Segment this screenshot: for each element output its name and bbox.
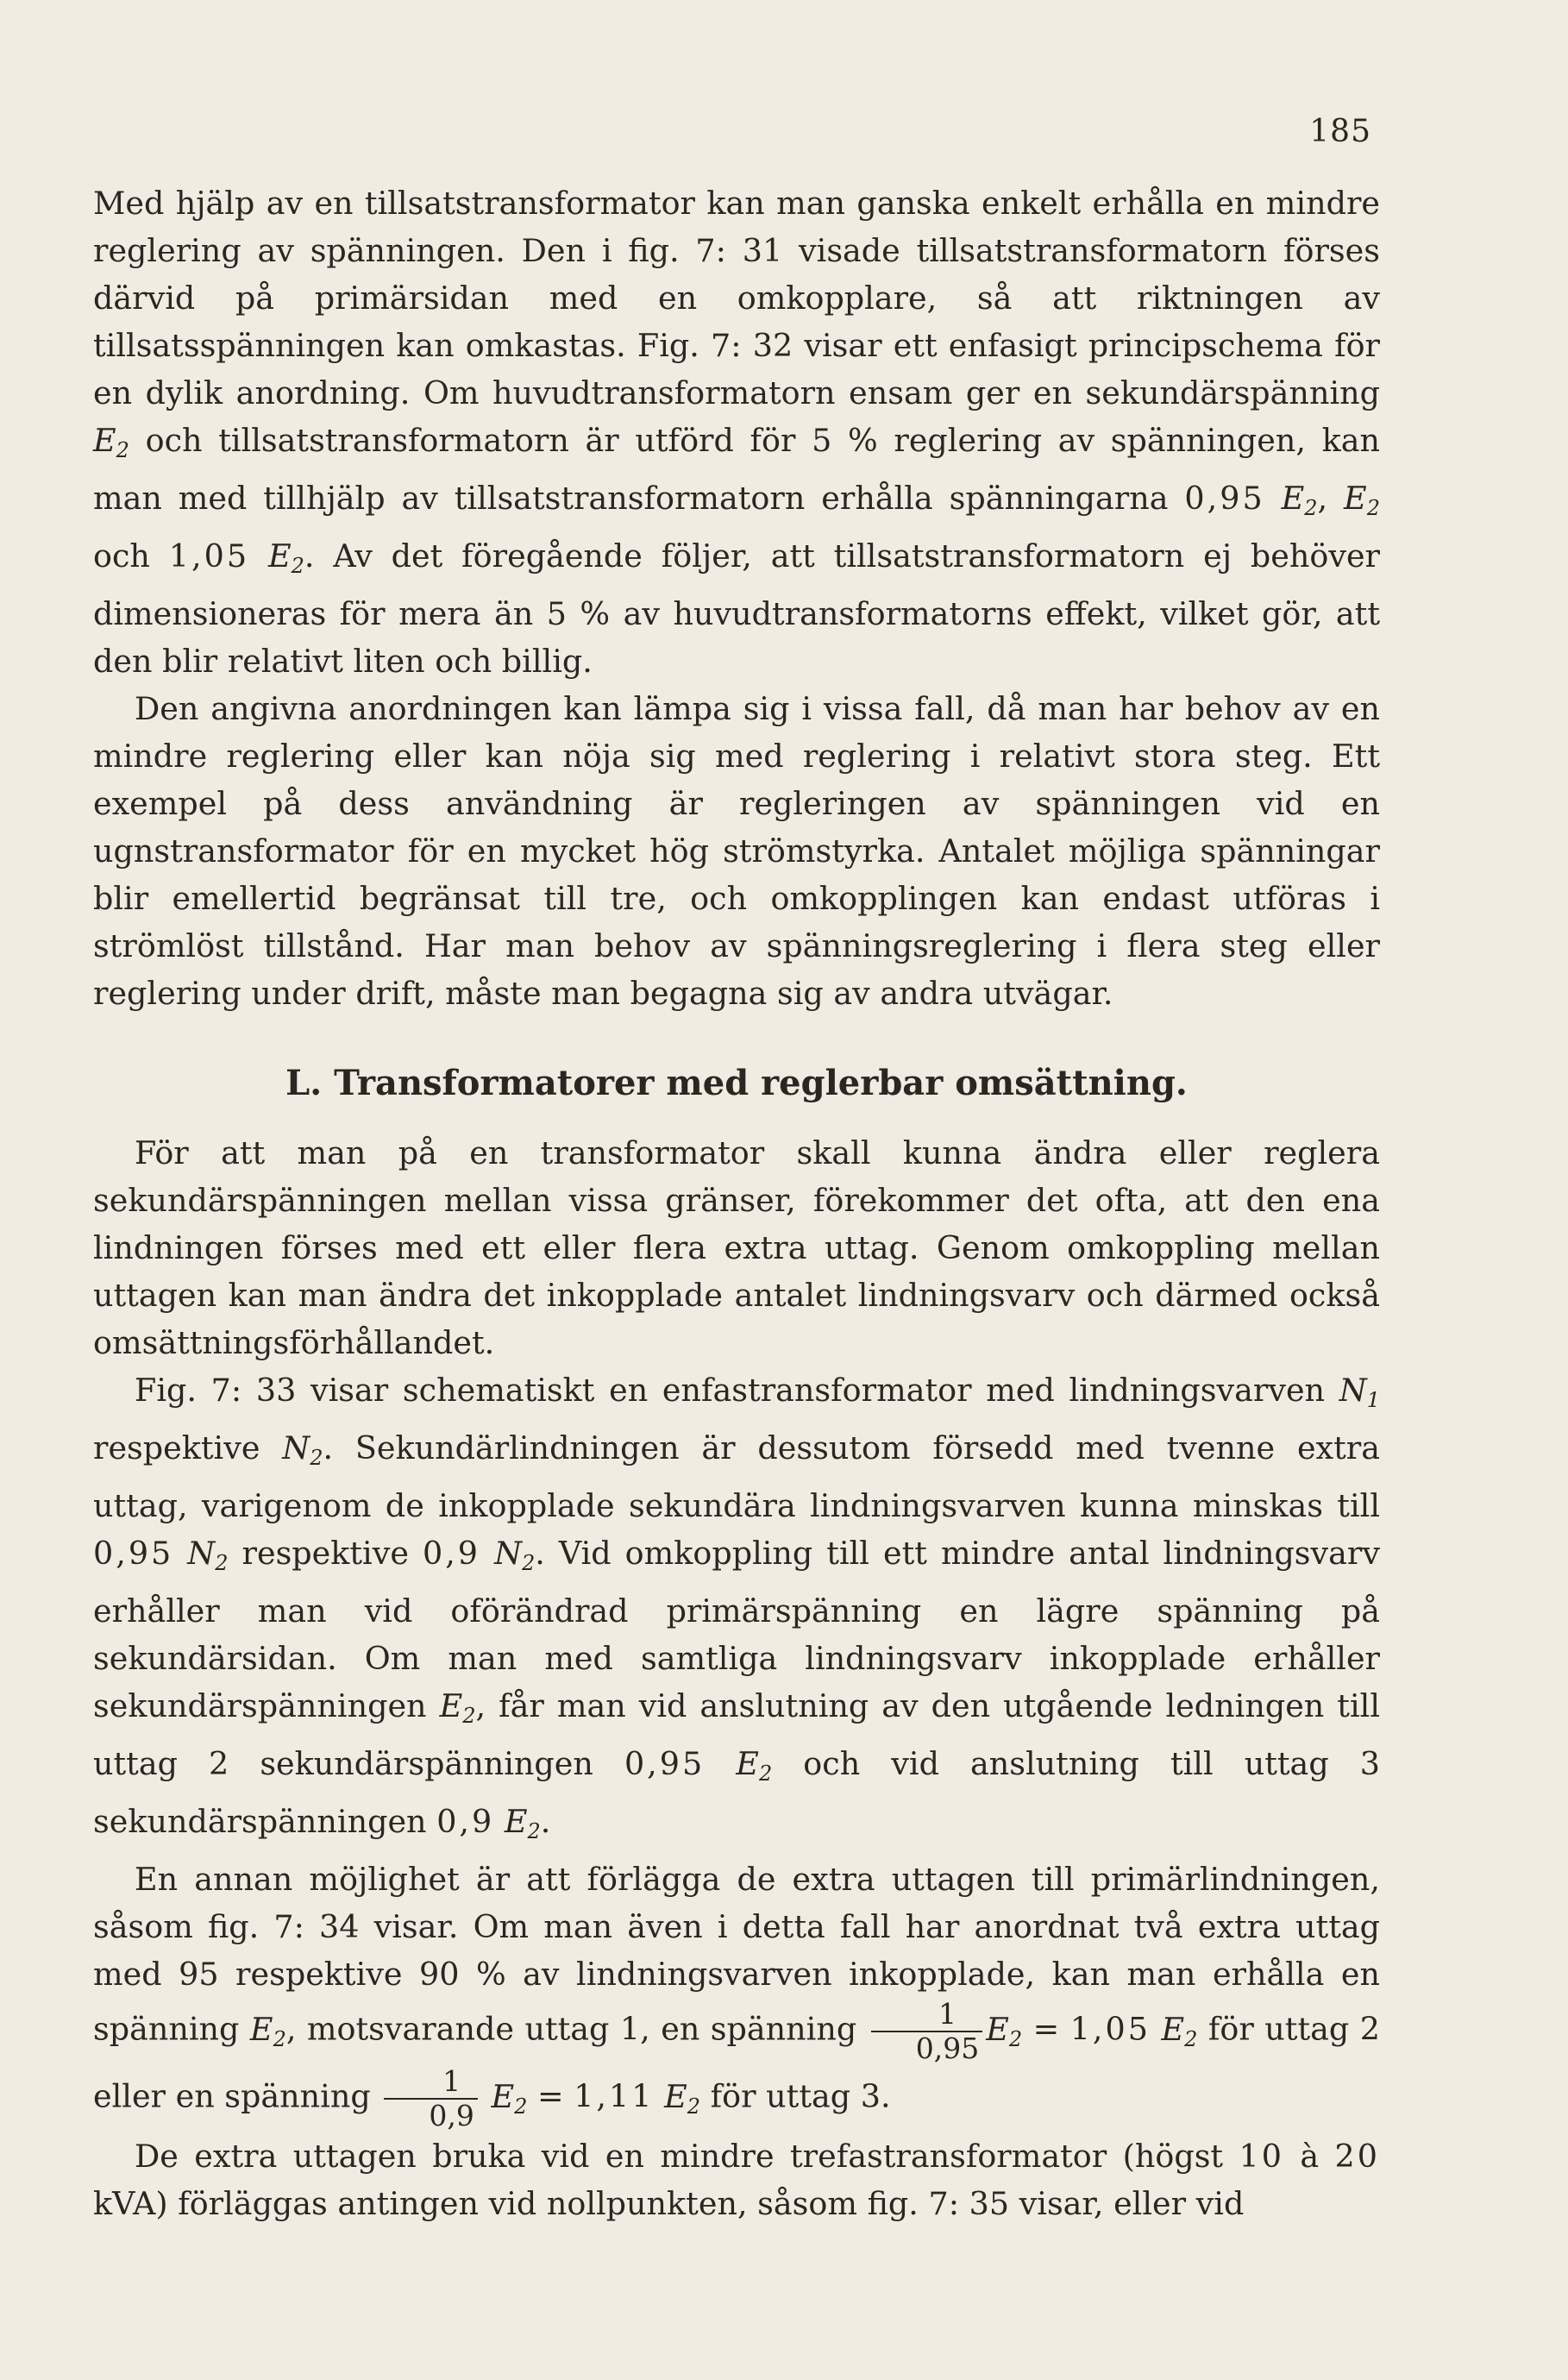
paragraph-4-text-b: respektive [93, 1429, 260, 1466]
value-1-11: 1,11 [574, 2077, 655, 2115]
symbol-n2: $N_2$ [282, 1429, 323, 1470]
paragraph-4-text-j: och vid anslutning till uttag 3 sekundärspänningen [93, 1745, 1380, 1840]
symbol-e2: $E_2$ [93, 422, 129, 462]
symbol-e2: $E_2$ [986, 2010, 1023, 2051]
paragraph-5-text-a: En annan möjlighet är att förlägga de extra uttagen till primärlindningen, såsom fig. 7: 34 visar. Om man även i detta fall har anordnat två extra uttag med 95 respektive 90 % av lindningsvarven inkopplade, kan man erhålla en spänning [93, 1861, 1380, 2048]
symbol-e2: $E_2$ [1281, 480, 1318, 520]
fraction-1-over-0-95: $\frac{1}{0,95}$ [871, 1998, 982, 2065]
section-heading: L. Transformatorer med reglerbar omsättning. [285, 1063, 1188, 1103]
symbol-e2: $E_2$ [664, 2077, 701, 2119]
paragraph-2: Den angivna anordningen kan lämpa sig i vissa fall, då man har behov av en mindre reglering eller kan nöja sig med reglering i relativt stora steg. Ett exempel på dess användning är regleringen av spänningen vid en ugnstransformator för en mycket hög strömstyrka. Antalet möjliga spänningar blir emellertid begränsat till tre, och omkopplingen kan endast utföras i strömlöst tillstånd. Har man behov av spänningsreglering i flera steg eller reglering under drift, måste man begagna sig av andra utvägar. [93, 690, 1380, 1012]
paragraph-1-text-a: Med hjälp av en tillsatstransformator kan man ganska enkelt erhålla en mindre reglering av spänningen. Den i fig. 7: 31 visade tillsatstransformatorn förses därvid på primärsidan med en omkopplare, så att riktningen av tillsatsspänningen kan omkastas. Fig. 7: 32 visar ett enfasigt principschema för en dylik anordning. Om huvudtransformatorn ensam ger en sekundärspänning [93, 185, 1380, 411]
page-number: 185 [1309, 114, 1371, 149]
value-0-9: 0,9 [436, 1803, 495, 1840]
symbol-e2: $E_2$ [1344, 480, 1380, 520]
equals-sign: = [1032, 2010, 1060, 2048]
paragraph-1: Med hjälp av en tillsatstransformator kan man ganska enkelt erhålla en mindre reglering av spänningen. Den i fig. 7: 31 visade tillsatstransformatorn förses därvid på primärsidan med en omkopplare, så att riktningen av tillsatsspänningen kan omkastas. Fig. 7: 32 visar ett enfasigt principschema för en dylik anordning. Om huvudtransformatorn ensam ger en sekundärspänning $E_2$ och tillsatstransformatorn är utförd för 5 % reglering av spänningen, kan man med tillhjälp av tillsatstransformatorn erhålla spänningarna 0,95 $E_2$, $E_2$ och 1,05 $E_2$. Av det föregående följer, att tillsatstransformatorn ej behöver dimensioneras för mera än 5 % av huvudtransformatorns effekt, vilket gör, att den blir relativt liten och billig. [93, 185, 1380, 680]
paragraph-5-text-h: för uttag 3. [710, 2077, 891, 2115]
symbol-n1: $N_1$ [1339, 1372, 1380, 1412]
paragraph-6-text-e: kVA) förläggas antingen vid nollpunkten, såsom fig. 7: 35 visar, eller vid [93, 2185, 1245, 2222]
symbol-n2: $N_2$ [494, 1535, 536, 1575]
paragraph-4-text-g: . Vid omkoppling till ett mindre antal lindningsvarv erhåller man vid oförändrad primärspänning en lägre spänning på sekundärsidan. Om man med samtliga lindningsvarv inkopplade erhåller sekundärspänningen [93, 1535, 1380, 1724]
symbol-e2: $E_2$ [504, 1803, 541, 1843]
paragraph-3: För att man på en transformator skall kunna ändra eller reglera sekundärspänningen mellan vissa gränser, förekommer det ofta, att den ena lindningen förses med ett eller flera extra uttag. Genom omkoppling mellan uttagen kan man ändra det inkopplade antalet lindningsvarv och därmed också omsättningsförhållandet. [93, 1134, 1380, 1361]
paragraph-6-text-a: De extra uttagen bruka vid en mindre trefastransformator (högst [135, 2138, 1224, 2175]
symbol-e2: $E_2$ [491, 2077, 528, 2119]
equals-sign: = [536, 2077, 564, 2115]
paragraph-5 [93, 1856, 1380, 2132]
value-0-95: 0,95 [93, 1535, 174, 1572]
paragraph-4-text-l: . [540, 1803, 551, 1840]
value-0-95: 0,95 [1184, 480, 1265, 517]
paragraph-4-text-c: . Sekundärlindningen är dessutom försedd med tvenne extra uttag, varigenom de inkopplade sekundära lindningsvarven kunna minskas till [93, 1429, 1381, 1524]
paragraph-6 [93, 2132, 1380, 2227]
symbol-e2: $E_2$ [1161, 2010, 1198, 2051]
value-1-05: 1,05 [1069, 2010, 1151, 2048]
paragraph-5-text-e: för uttag 2 eller en spänning [93, 2010, 1380, 2115]
symbol-e2: $E_2$ [267, 537, 304, 578]
paragraph-4-text-h: , får man vid anslutning av den utgående ledningen till uttag 2 sekundärspänningen [93, 1687, 1380, 1782]
symbol-n2: $N_2$ [187, 1535, 229, 1575]
value-1-05: 1,05 [168, 537, 250, 575]
fraction-1-over-0-9: $\frac{1}{0,9}$ [384, 2065, 477, 2132]
paragraph-4-text-e: respektive [241, 1535, 409, 1572]
paragraph-6-text-c: à [1300, 2138, 1320, 2175]
value-20: 20 [1334, 2138, 1380, 2175]
value-10: 10 [1239, 2138, 1284, 2175]
value-0-95: 0,95 [624, 1745, 706, 1782]
symbol-e2: $E_2$ [439, 1687, 476, 1728]
paragraph-4-text-a: Fig. 7: 33 visar schematiskt en enfastransformator med lindningsvarven [135, 1372, 1326, 1409]
value-0-9: 0,9 [422, 1535, 481, 1572]
symbol-e2: $E_2$ [249, 2010, 286, 2051]
symbol-e2: $E_2$ [736, 1745, 773, 1786]
paragraph-1-text-f: . Av det föregående följer, att tillsatstransformatorn ej behöver dimensioneras för mera än 5 % av huvudtransformatorns effekt, vilket gör, att den blir relativt liten och billig. [93, 537, 1380, 680]
paragraph-4 [93, 1366, 1380, 1856]
page-body [93, 179, 1380, 2227]
paragraph-1-text-d: och [93, 537, 150, 575]
paragraph-5-text-b: , motsvarande uttag 1, en spänning [285, 2010, 857, 2048]
paragraph-1-text-b: och tillsatstransformatorn är utförd för 5 % reglering av spänningen, kan man med tillhjälp av tillsatstransformatorn erhålla spänningarna [93, 422, 1380, 517]
